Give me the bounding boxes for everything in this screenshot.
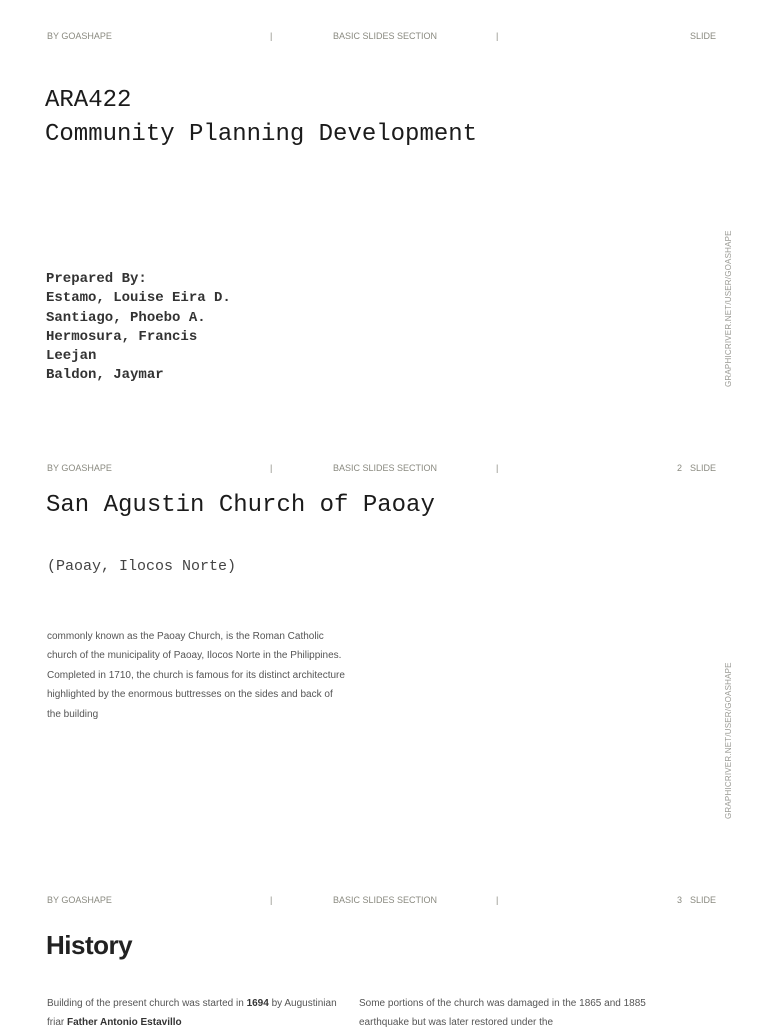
header-slide-label: SLIDE [689,463,716,473]
body-text: commonly known as the Paoay Church, is the Roman Catholic church of the municipality of Paoay, Ilocos Norte in the Philippines. Completed in 1710, the church is famous for its distinct architecture highlighted by the enormous buttresses on the sides and back of the building [47,631,345,720]
slide-number: 3 [676,895,682,905]
header-author: BY GOASHAPE [47,895,112,905]
author-name: Hermosura, Francis Leejan [46,328,198,365]
author-name: Baldon, Jaymar [46,367,164,384]
side-url: GRAPHICRIVER.NET/USER/GOASHAPE [724,230,733,387]
slide-header [0,895,768,909]
header-separator: | [496,895,499,905]
slide-subtitle: (Paoay, Ilocos Norte) [47,558,237,575]
header-separator: | [496,463,499,473]
header-slide-label: SLIDE [689,31,716,41]
course-name: Community Planning Development [45,121,478,148]
header-section: BASIC SLIDES SECTION [333,463,438,473]
header-author: BY GOASHAPE [47,463,112,473]
slide-title: San Agustin Church of Paoay [46,492,435,519]
history-column-left [47,994,337,1033]
header-section: BASIC SLIDES SECTION [333,895,438,905]
body-text: by Augustinian friar [47,998,337,1029]
course-code: ARA422 [45,87,132,114]
slide-title [45,84,477,152]
prepared-by-label: Prepared By: [46,271,147,287]
header-slide-label: SLIDE [689,895,716,905]
author-name: Estamo, Louise Eira D. [46,290,231,307]
prepared-by-list [46,270,246,386]
history-column-right: Some portions of the church was damaged in the 1865 and 1885 earthquake but was later restored under the [359,998,646,1029]
body-text: Building of the present church was started in [47,998,247,1009]
header-separator: | [270,31,273,41]
slide-header [0,31,768,45]
header-section: BASIC SLIDES SECTION [333,31,438,41]
header-author: BY GOASHAPE [47,31,112,41]
slide-header [0,463,768,477]
slide-number: 2 [676,463,682,473]
name-highlight: Father Antonio Estavillo [67,1017,182,1029]
header-separator: | [270,463,273,473]
side-url: GRAPHICRIVER.NET/USER/GOASHAPE [724,662,733,819]
section-heading: History [46,930,133,960]
year-highlight: 1694 [246,998,269,1009]
header-separator: | [496,31,499,41]
author-name: Santiago, Phoebo A. [46,309,206,326]
header-separator: | [270,895,273,905]
